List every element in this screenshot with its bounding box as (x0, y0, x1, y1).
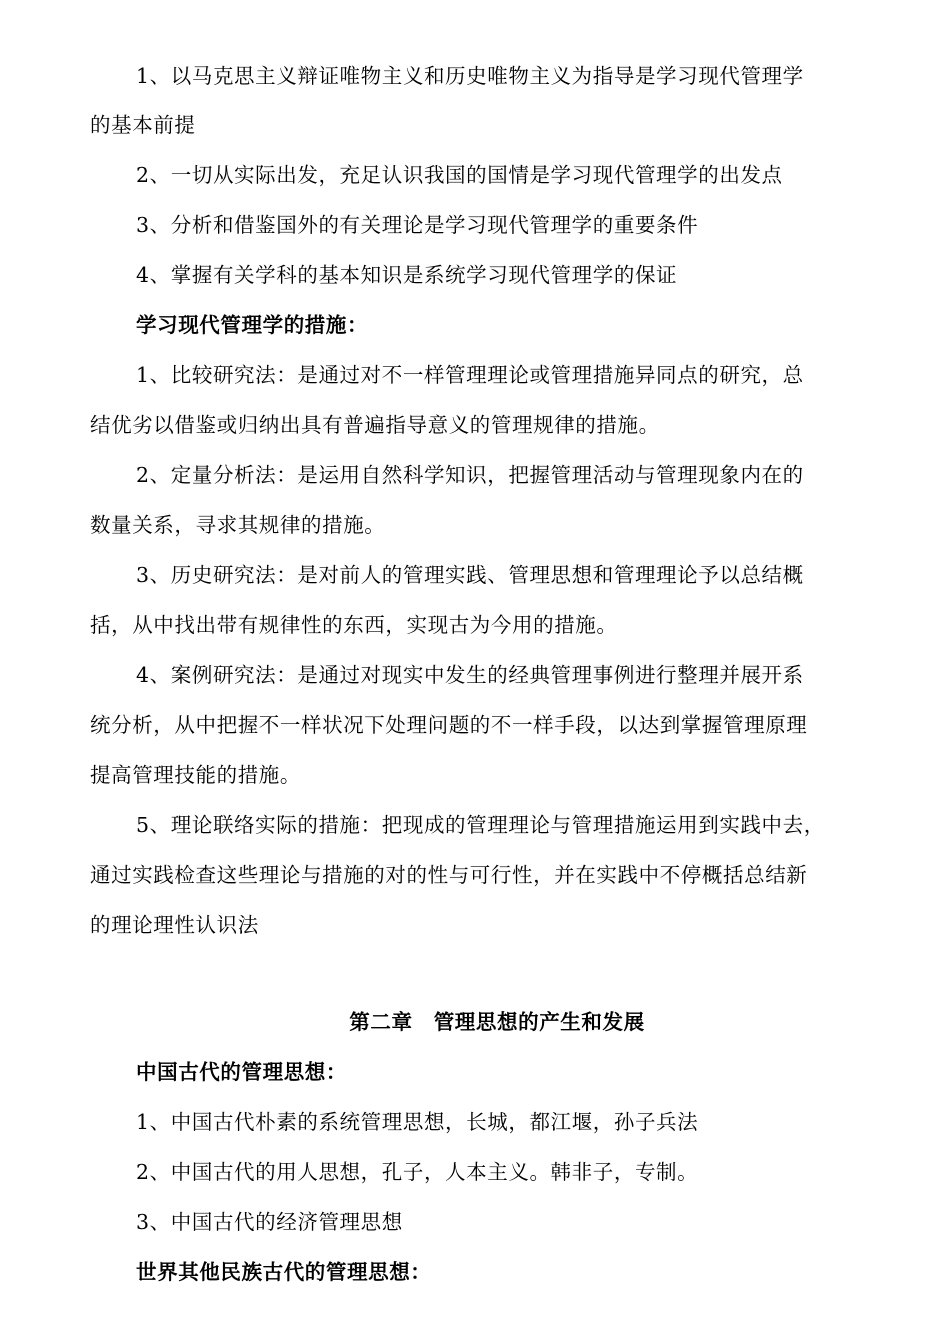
paragraph-line: 的基本前提 (90, 113, 196, 137)
paragraph-line: 3、中国古代的经济管理思想 (136, 1210, 403, 1234)
chapter-title: 第二章 管理思想的产生和发展 (349, 1010, 645, 1034)
paragraph-line: 1、中国古代朴素的系统管理思想，长城，都江堰，孙子兵法 (136, 1110, 699, 1134)
paragraph-line: 5、理论联络实际的措施：把现成的管理理论与管理措施运用到实践中去， (136, 813, 825, 837)
paragraph-line: 4、掌握有关学科的基本知识是系统学习现代管理学的保证 (136, 263, 678, 287)
paragraph-line: 统分析，从中把握不一样状况下处理问题的不一样手段，以达到掌握管理原理 (90, 713, 808, 737)
paragraph-line: 1、以马克思主义辩证唯物主义和历史唯物主义为指导是学习现代管理学 (136, 64, 804, 88)
paragraph-line: 的理论理性认识法 (90, 913, 259, 937)
paragraph-line: 括，从中找出带有规律性的东西，实现古为今用的措施。 (90, 613, 618, 637)
section-heading: 中国古代的管理思想： (136, 1060, 347, 1084)
paragraph-line: 1、比较研究法：是通过对不一样管理理论或管理措施异同点的研究，总 (136, 363, 804, 387)
paragraph-line: 2、一切从实际出发，充足认识我国的国情是学习现代管理学的出发点 (136, 163, 783, 187)
paragraph-line: 通过实践检查这些理论与措施的对的性与可行性，并在实践中不停概括总结新 (90, 863, 808, 887)
paragraph-line: 4、案例研究法：是通过对现实中发生的经典管理事例进行整理并展开系 (136, 663, 804, 687)
section-heading: 学习现代管理学的措施： (136, 313, 369, 337)
paragraph-line: 结优劣以借鉴或归纳出具有普遍指导意义的管理规律的措施。 (90, 413, 660, 437)
paragraph-line: 数量关系，寻求其规律的措施。 (90, 513, 386, 537)
paragraph-line: 提高管理技能的措施。 (90, 763, 301, 787)
paragraph-line: 3、历史研究法：是对前人的管理实践、管理思想和管理理论予以总结概 (136, 563, 804, 587)
paragraph-line: 2、定量分析法：是运用自然科学知识，把握管理活动与管理现象内在的 (136, 463, 804, 487)
paragraph-line: 3、分析和借鉴国外的有关理论是学习现代管理学的重要条件 (136, 213, 699, 237)
section-heading: 世界其他民族古代的管理思想： (136, 1260, 432, 1284)
paragraph-line: 2、中国古代的用人思想，孔子，人本主义。韩非子，专制。 (136, 1160, 699, 1184)
